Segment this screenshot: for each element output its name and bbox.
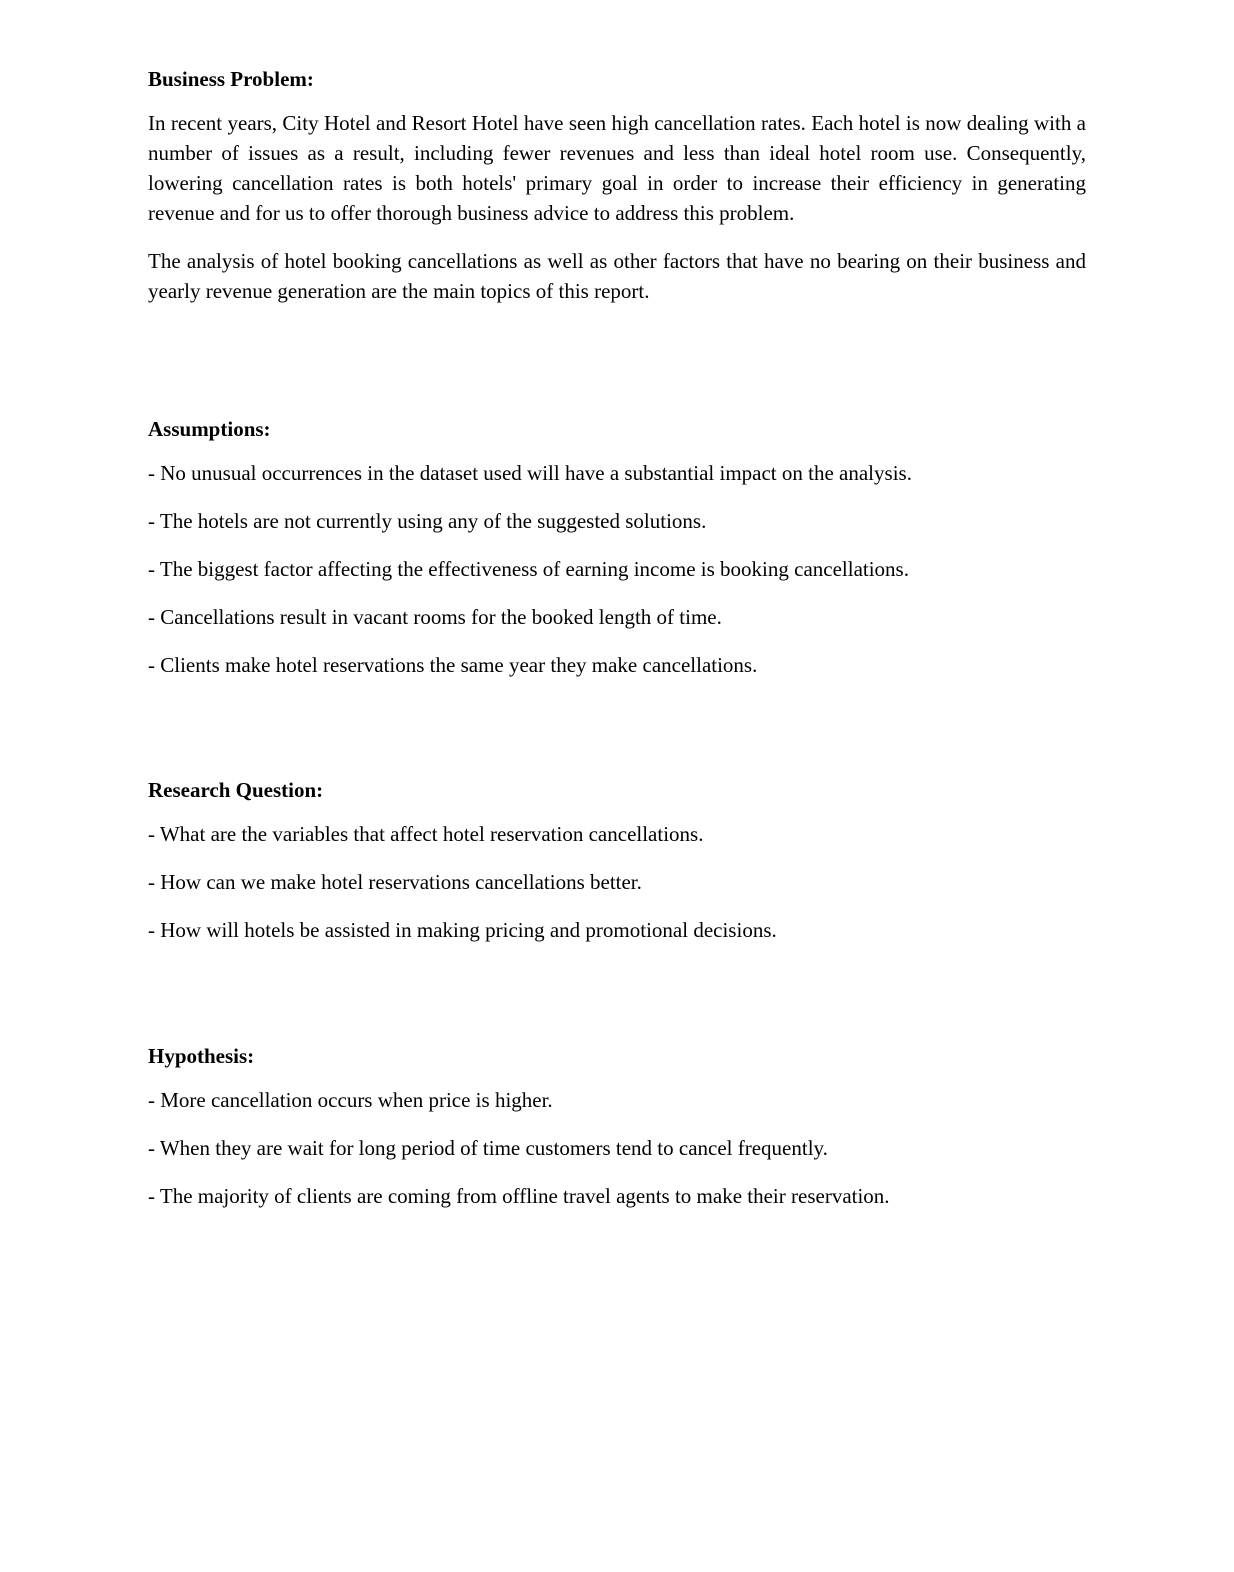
hypothesis-item: - The majority of clients are coming from offline travel agents to make their reservation. — [148, 1184, 890, 1208]
research-question-item: - What are the variables that affect hotel reservation cancellations. — [148, 822, 704, 846]
assumption-item: - Cancellations result in vacant rooms for the booked length of time. — [148, 605, 722, 629]
research-question-item: - How will hotels be assisted in making pricing and promotional decisions. — [148, 918, 777, 942]
assumption-item: - Clients make hotel reservations the same year they make cancellations. — [148, 653, 758, 677]
assumption-item: - The hotels are not currently using any of the suggested solutions. — [148, 509, 707, 533]
business-problem-paragraph-2: The analysis of hotel booking cancellations as well as other factors that have no bearing on their business and yearly revenue generation are the main topics of this report. — [148, 249, 1086, 303]
business-problem-paragraph-1: In recent years, City Hotel and Resort Hotel have seen high cancellation rates. Each hotel is now dealing with a number of issues as a result, including fewer revenues and less than ideal hotel room use. Consequently, lowering cancellation rates is both hotels' primary goal in order to increase their efficiency in generating revenue and for us to offer thorough business advice to address this problem. — [148, 111, 1086, 225]
research-question-item: - How can we make hotel reservations cancellations better. — [148, 870, 642, 894]
hypothesis-item: - More cancellation occurs when price is higher. — [148, 1088, 553, 1112]
section-heading-hypothesis: Hypothesis: — [148, 1044, 255, 1068]
section-heading-assumptions: Assumptions: — [148, 417, 271, 441]
assumption-item: - The biggest factor affecting the effectiveness of earning income is booking cancellations. — [148, 557, 909, 581]
section-research-question — [148, 775, 1086, 945]
section-business-problem — [148, 64, 1086, 306]
section-heading-business-problem: Business Problem: — [148, 67, 314, 91]
section-hypothesis — [148, 1041, 1086, 1211]
section-heading-research-question: Research Question: — [148, 778, 324, 802]
assumption-item: - No unusual occurrences in the dataset used will have a substantial impact on the analysis. — [148, 461, 912, 485]
hypothesis-item: - When they are wait for long period of time customers tend to cancel frequently. — [148, 1136, 828, 1160]
section-assumptions — [148, 414, 1086, 680]
